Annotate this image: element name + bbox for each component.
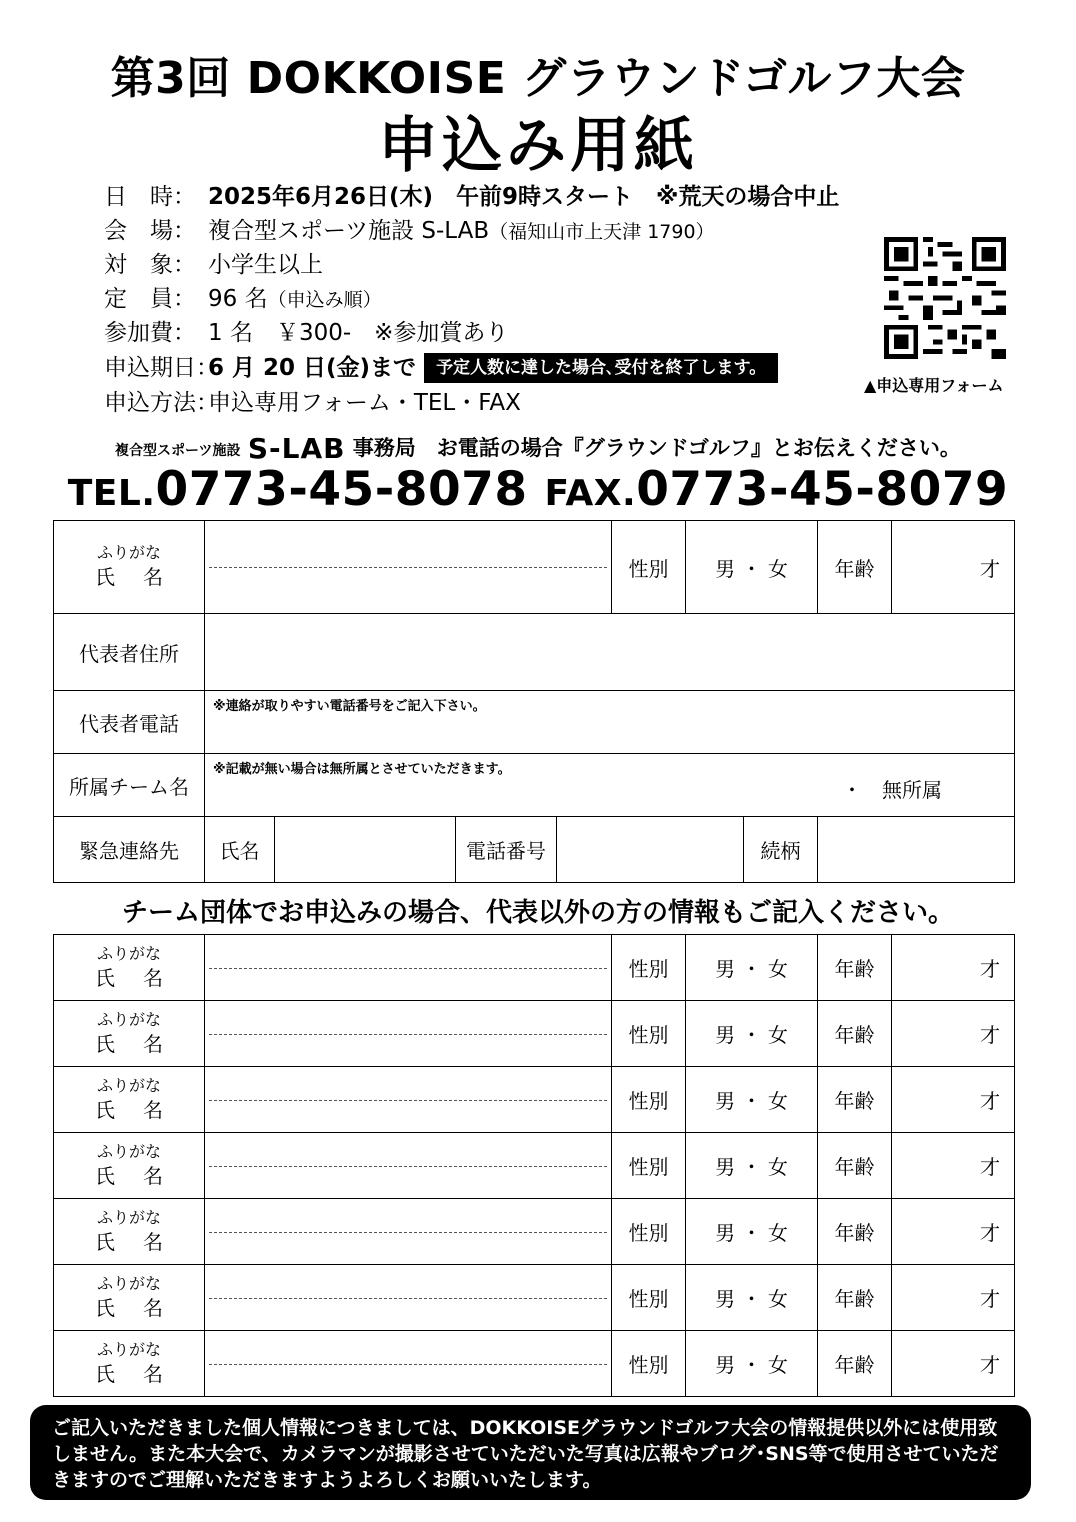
privacy-notice: ご記入いただきました個人情報につきましては、DOKKOISEグラウンドゴルフ大会の情報提供以外には使用致しません。また本大会で、カメラマンが撮影させていただいた写真は広報やブログ･SNS等で使用させていただきますのでご理解いただきますようよろしくお願いいたします。: [30, 1405, 1031, 1500]
member-name-input[interactable]: [205, 1331, 612, 1397]
member-gender-select[interactable]: 男 ・ 女: [686, 1199, 818, 1265]
member-name-label: ふりがな 氏名: [54, 1133, 205, 1199]
member-name-label: ふりがな 氏名: [54, 935, 205, 1001]
member-gender-select[interactable]: 男 ・ 女: [686, 1331, 818, 1397]
age-label: 年齢: [818, 521, 892, 614]
member-age-input[interactable]: 才: [892, 1067, 1015, 1133]
member-name-input[interactable]: [205, 935, 612, 1001]
member-row: [54, 1133, 1015, 1199]
info-fee: 参加費： 1 名 ￥300- ※参加賞あり: [104, 320, 509, 346]
member-name-input[interactable]: [205, 1199, 612, 1265]
phone-input[interactable]: ※連絡が取りやすい電話番号をご記入下さい。: [205, 691, 1015, 754]
name-label-cell: ふりがな 氏名: [54, 521, 205, 614]
representative-form: [53, 520, 1015, 883]
member-gender-label: 性別: [612, 1067, 686, 1133]
emergency-relation-input[interactable]: [818, 817, 1015, 883]
emergency-label: 緊急連絡先: [54, 817, 205, 883]
qr-code-icon[interactable]: [884, 237, 1006, 359]
member-age-input[interactable]: 才: [892, 1133, 1015, 1199]
team-label: 所属チーム名: [54, 754, 205, 817]
member-age-input[interactable]: 才: [892, 1199, 1015, 1265]
address-label: 代表者住所: [54, 614, 205, 691]
deadline-notice: 予定人数に達した場合､受付を終了します。: [424, 353, 778, 383]
age-input[interactable]: 才: [892, 521, 1015, 614]
phone-label: 代表者電話: [54, 691, 205, 754]
name-input[interactable]: [205, 521, 612, 614]
qr-caption: ▲申込専用フォーム: [864, 376, 1004, 395]
team-members-form: [53, 934, 1015, 1397]
member-row: [54, 935, 1015, 1001]
team-input[interactable]: ※記載が無い場合は無所属とさせていただきます。 ・ 無所属: [205, 754, 1015, 817]
member-age-input[interactable]: 才: [892, 935, 1015, 1001]
member-age-label: 年齢: [818, 1001, 892, 1067]
team-heading: チーム団体でお申込みの場合、代表以外の方の情報もご記入ください。: [121, 898, 954, 928]
emergency-phone-input[interactable]: [557, 817, 744, 883]
member-gender-select[interactable]: 男 ・ 女: [686, 1265, 818, 1331]
member-gender-label: 性別: [612, 1265, 686, 1331]
member-gender-label: 性別: [612, 1001, 686, 1067]
member-age-label: 年齢: [818, 1199, 892, 1265]
member-gender-select[interactable]: 男 ・ 女: [686, 1067, 818, 1133]
member-age-input[interactable]: 才: [892, 1265, 1015, 1331]
member-row: [54, 1067, 1015, 1133]
member-name-input[interactable]: [205, 1067, 612, 1133]
member-age-label: 年齢: [818, 1331, 892, 1397]
member-age-input[interactable]: 才: [892, 1331, 1015, 1397]
info-deadline: 申込期日：6 月 20 日(金)まで 予定人数に達した場合､受付を終了します。: [104, 351, 778, 385]
info-venue: 会 場： 複合型スポーツ施設 S-LAB（福知山市上天津 1790）: [104, 218, 715, 244]
address-input[interactable]: [205, 614, 1015, 691]
member-age-label: 年齢: [818, 1265, 892, 1331]
emergency-relation-label: 続柄: [744, 817, 818, 883]
emergency-phone-label: 電話番号: [456, 817, 557, 883]
member-name-label: ふりがな 氏名: [54, 1199, 205, 1265]
member-gender-label: 性別: [612, 1133, 686, 1199]
member-gender-select[interactable]: 男 ・ 女: [686, 1001, 818, 1067]
info-target: 対 象： 小学生以上: [104, 252, 323, 278]
member-name-label: ふりがな 氏名: [54, 1331, 205, 1397]
fax-number: 0773-45-8079: [636, 462, 1009, 517]
member-age-label: 年齢: [818, 935, 892, 1001]
title-line1: 第3回 DOKKOISE グラウンドゴルフ大会: [110, 53, 966, 104]
info-method: 申込方法：申込専用フォーム・TEL・FAX: [104, 390, 521, 416]
info-capacity: 定 員： 96 名（申込み順）: [104, 286, 382, 312]
emergency-name-label: 氏名: [205, 817, 275, 883]
member-name-label: ふりがな 氏名: [54, 1265, 205, 1331]
gender-select[interactable]: 男 ・ 女: [686, 521, 818, 614]
member-name-input[interactable]: [205, 1265, 612, 1331]
member-gender-select[interactable]: 男 ・ 女: [686, 935, 818, 1001]
member-gender-select[interactable]: 男 ・ 女: [686, 1133, 818, 1199]
member-gender-label: 性別: [612, 1331, 686, 1397]
member-row: [54, 1265, 1015, 1331]
member-row: [54, 1331, 1015, 1397]
member-age-label: 年齢: [818, 1067, 892, 1133]
member-row: [54, 1199, 1015, 1265]
emergency-name-input[interactable]: [275, 817, 456, 883]
info-date: 日 時： 2025年6月26日(木) 午前9時スタート ※荒天の場合中止: [104, 184, 840, 210]
s-lab-logo: S-LAB: [247, 432, 346, 465]
member-name-label: ふりがな 氏名: [54, 1001, 205, 1067]
member-gender-label: 性別: [612, 1199, 686, 1265]
member-gender-label: 性別: [612, 935, 686, 1001]
member-name-input[interactable]: [205, 1001, 612, 1067]
title-line2: 申込み用紙: [378, 111, 698, 181]
member-row: [54, 1001, 1015, 1067]
member-name-input[interactable]: [205, 1133, 612, 1199]
contact-numbers: TEL.0773-45-8078 FAX.0773-45-8079: [67, 462, 1009, 517]
team-none-option[interactable]: ・ 無所属: [842, 778, 942, 802]
gender-label: 性別: [612, 521, 686, 614]
member-age-label: 年齢: [818, 1133, 892, 1199]
member-name-label: ふりがな 氏名: [54, 1067, 205, 1133]
member-age-input[interactable]: 才: [892, 1001, 1015, 1067]
tel-number: 0773-45-8078: [155, 462, 528, 517]
office-line: 複合型スポーツ施設 S-LAB 事務局 お電話の場合『グラウンドゴルフ』とお伝えください。: [115, 432, 961, 465]
